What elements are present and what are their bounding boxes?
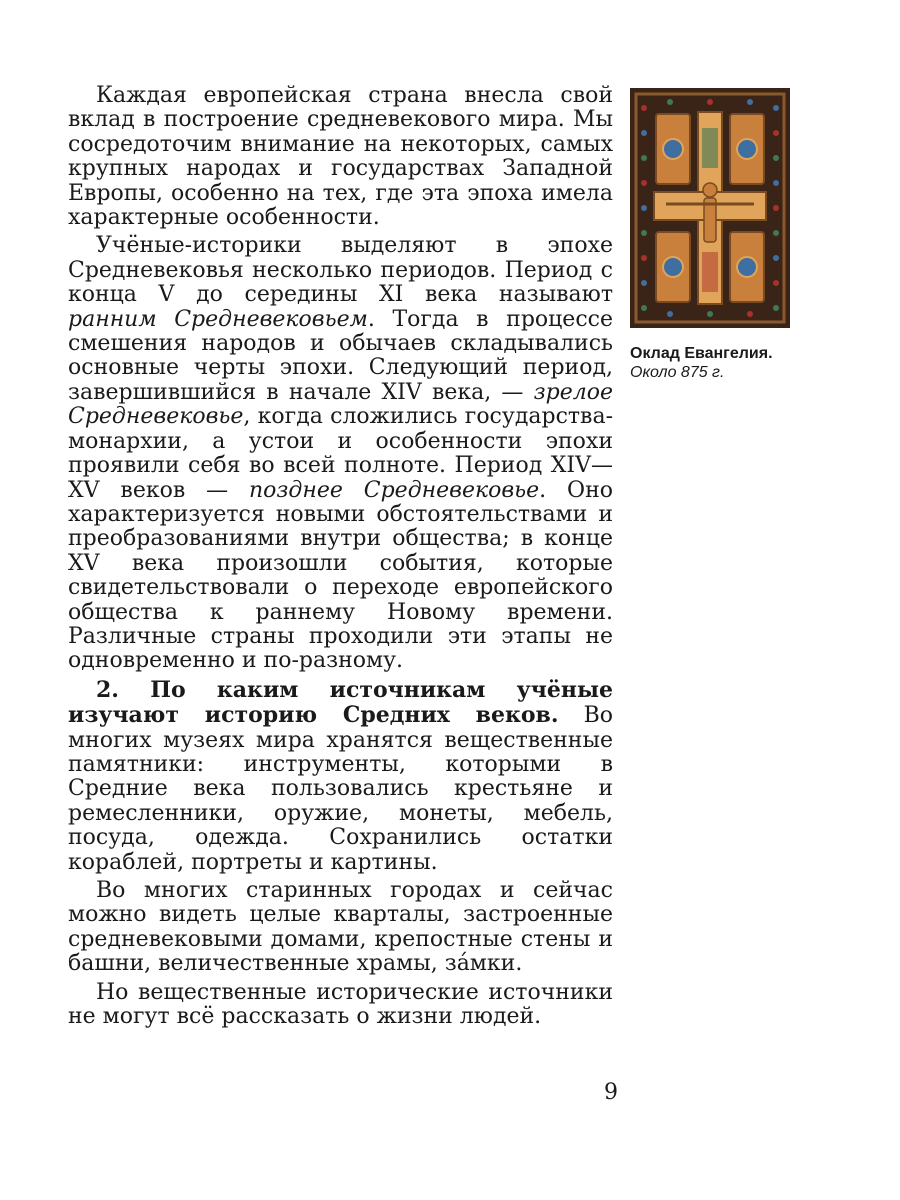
- section-heading-sources: 2. По каким источникам учёные изучают историю Средних веков.: [68, 676, 613, 729]
- paragraph-limits-text: Но вещественные исторические источники не могут всё рассказать о жизни людей.: [68, 979, 613, 1030]
- main-text-column: [68, 84, 613, 1029]
- caption-date: Около 875 г.: [630, 364, 725, 381]
- paragraph-intro-text: Каждая европейская страна внесла свой вклад в построение средневекового мира. Мы сосредоточим внимание на некоторых, самых крупных народах и государствах Западной Европы, особенно на тех, где эта эпоха имела характерные особенности.: [68, 83, 613, 231]
- gospel-cover-image: [630, 88, 790, 328]
- paragraph-periods-text-3: , когда сложились государства-монархии, а устои и особенности эпохи проявили себя во всей полноте. Период XIV—XV веков —: [68, 404, 613, 503]
- caption-title: Оклад Евангелия.: [630, 345, 773, 362]
- paragraph-sources: [68, 678, 613, 875]
- term-early-middle-ages: ранним Средневековьем: [68, 306, 368, 332]
- paragraph-sources-text: Во многих музеях мира хранятся вещественные памятники: инструменты, которыми в Средние века пользовались крестьяне и ремесленники, оружие, монеты, мебель, посуда, одежда. Сохранились остатки кораблей, портреты и картины.: [68, 703, 614, 875]
- figure-gospel-cover: [630, 88, 790, 382]
- paragraph-cities: [68, 879, 613, 977]
- paragraph-periods: [68, 234, 613, 673]
- paragraph-limits: [68, 981, 613, 1030]
- figure-caption: [630, 344, 790, 382]
- paragraph-periods-text-2: . Тогда в процессе смешения народов и обычаев складывались основные черты эпохи. Следующий период, завершившийся в начале XIV века, —: [68, 306, 613, 405]
- paragraph-periods-text-1: Учёные-историки выделяют в эпохе Средневековья несколько периодов. Период с конца V до середины XI века называют: [68, 233, 613, 308]
- page-number: 9: [604, 1080, 618, 1105]
- paragraph-periods-text-4: . Оно характеризуется новыми обстоятельствами и преобразованиями внутри общества; в конце XV века произошли события, которые свидетельствовали о переходе европейского общества к раннему Новому времени. Различные страны проходили эти этапы не одновременно и по-разному.: [68, 477, 613, 674]
- paragraph-cities-text: Во многих старинных городах и сейчас можно видеть целые кварталы, застроенные средневековыми домами, крепостные стены и башни, величественные храмы, за́мки.: [68, 878, 613, 977]
- paragraph-intro: [68, 84, 613, 230]
- term-high-middle-ages: зрелое Средневековье: [68, 379, 613, 430]
- term-late-middle-ages: позднее Средневековье: [249, 477, 540, 503]
